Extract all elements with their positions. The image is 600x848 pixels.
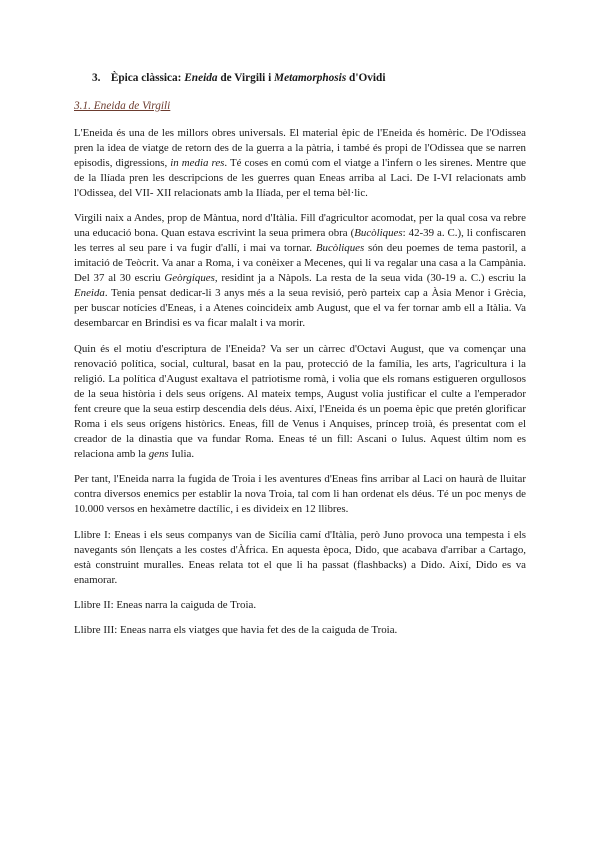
paragraph-sources [74,126,526,201]
document-body [74,126,526,649]
text-run: L'Eneida és una de les millors obres universals. El material èpic de l'Eneida és homèric. De l'Odissea pren la idea de viatge de retorn des de la guerra a la pàtria, i també és propi de l'Odissea que se narren episodis, digressions, [74,127,526,169]
text-run-italic: gens [148,447,169,460]
paragraph-book-3: Llibre III: Eneas narra els viatges que havia fet des de la caiguda de Troia. [74,624,398,637]
section-title-metamorphosis: Metamorphosis [274,72,347,84]
section-title-part: de Virgili i [217,72,275,84]
paragraph-summary: Per tant, l'Eneida narra la fugida de Troia i les aventures d'Eneas fins arribar al Laci on haurà de lluitar contra diversos enemics per establir la nova Troia, tal com li han ordenat els déus. Té un poc menys de 10.000 versos en hexàmetre dactílic, i es divideix en 12 llibres. [74,473,526,516]
text-run-italic: Bucòliques [315,242,365,255]
text-run: són deu poemes de tema pastoril, a imitació de Teòcrit. Va anar a Roma, i va conèixer a Mecenes, qui li va regalar una casa a la Campània. Del 37 al 30 escriu [74,242,526,285]
text-run: : 42-39 a. C.), li confiscaren les terres al seu pare i va fugir d'allí, i mai va tornar. [74,227,526,255]
paragraph-book-1: Llibre I: Eneas i els seus companys van de Sicília camí d'Itàlia, però Juno provoca una tempesta i els navegants són llençats a les costes d'Àfrica. En aquesta època, Dido, que acabava d'arribar a Cartago, està construint muralles. Eneas relata tot el que li ha passat (flashbacks) a Dido. Així, Dido es va enamorar. [74,528,526,586]
subsection-heading: 3.1. Eneida de Virgili [74,100,171,112]
paragraph-biography [74,211,526,331]
section-title-part: Èpica clàssica: [110,72,185,84]
section-title-part: d'Ovidi [346,72,386,84]
section-heading [92,72,532,84]
paragraph-book-2: Llibre II: Eneas narra la caiguda de Troia. [74,598,257,611]
text-run: Iulia. [168,447,195,460]
section-title-eneida: Eneida [184,72,218,84]
text-run: Quin és el motiu d'escriptura de l'Eneida? Va ser un càrrec d'Octavi August, que va començar una renovació política, social, cultural, basat en la pau, protecció de la família, les arts, l'agricultura i la religió. La política d'August exaltava el patriotisme romà, i volia que els romans estigueren orgullosos de la seua història i dels seus orígens. Al mateix temps, August volia justificar el culte a l'emperador fent creure que la seua estirp descendia dels déus. Així, l'Eneida és un poema èpic que pretén glorificar Roma i els seus orígens històrics. Eneas, fill de Venus i Anquises, príncep troià, és presentat com el creador de la dinastia que va fundar Roma. Eneas té un fill: Ascani o Iulus. Aquest últim nom es relaciona amb la [74,342,526,460]
section-number: 3. [92,72,101,84]
paragraph-motive [74,342,526,462]
text-run: Virgili naix a Andes, prop de Màntua, nord d'Itàlia. Fill d'agricultor acomodat, per la qual cosa va rebre una educació bona. Quan estava escrivint la seua primera obra ( [74,212,526,240]
text-run-italic: Geòrgiques [164,272,215,285]
text-run-italic: Eneida [74,287,105,300]
text-run-italic: in media res [170,157,225,169]
text-run: , residint ja a Nàpols. La resta de la seua vida (30-19 a. C.) escriu la [214,272,526,285]
text-run-italic: Bucòliques [354,227,403,240]
text-run: . Tenia pensat dedicar-li 3 anys més a la seua revisió, però parteix cap a Àsia Menor i Grècia, per buscar notícies d'Eneas, i a Atenes coincideix amb August, que el va fer tornar amb ell a Itàlia. Va desembarcar en Brindisi es va ficar malalt i va morir. [74,287,526,330]
text-run: . Té coses en comú com el viatge a l'infern o les sirenes. Mentre que de la Ilíada pren les descripcions de les guerres quan Eneas arriba al Laci. De I-VI relacionats amb l'Odissea, del VII- XII relacionats amb la Ilíada, per el tema bèl·lic. [74,157,527,199]
